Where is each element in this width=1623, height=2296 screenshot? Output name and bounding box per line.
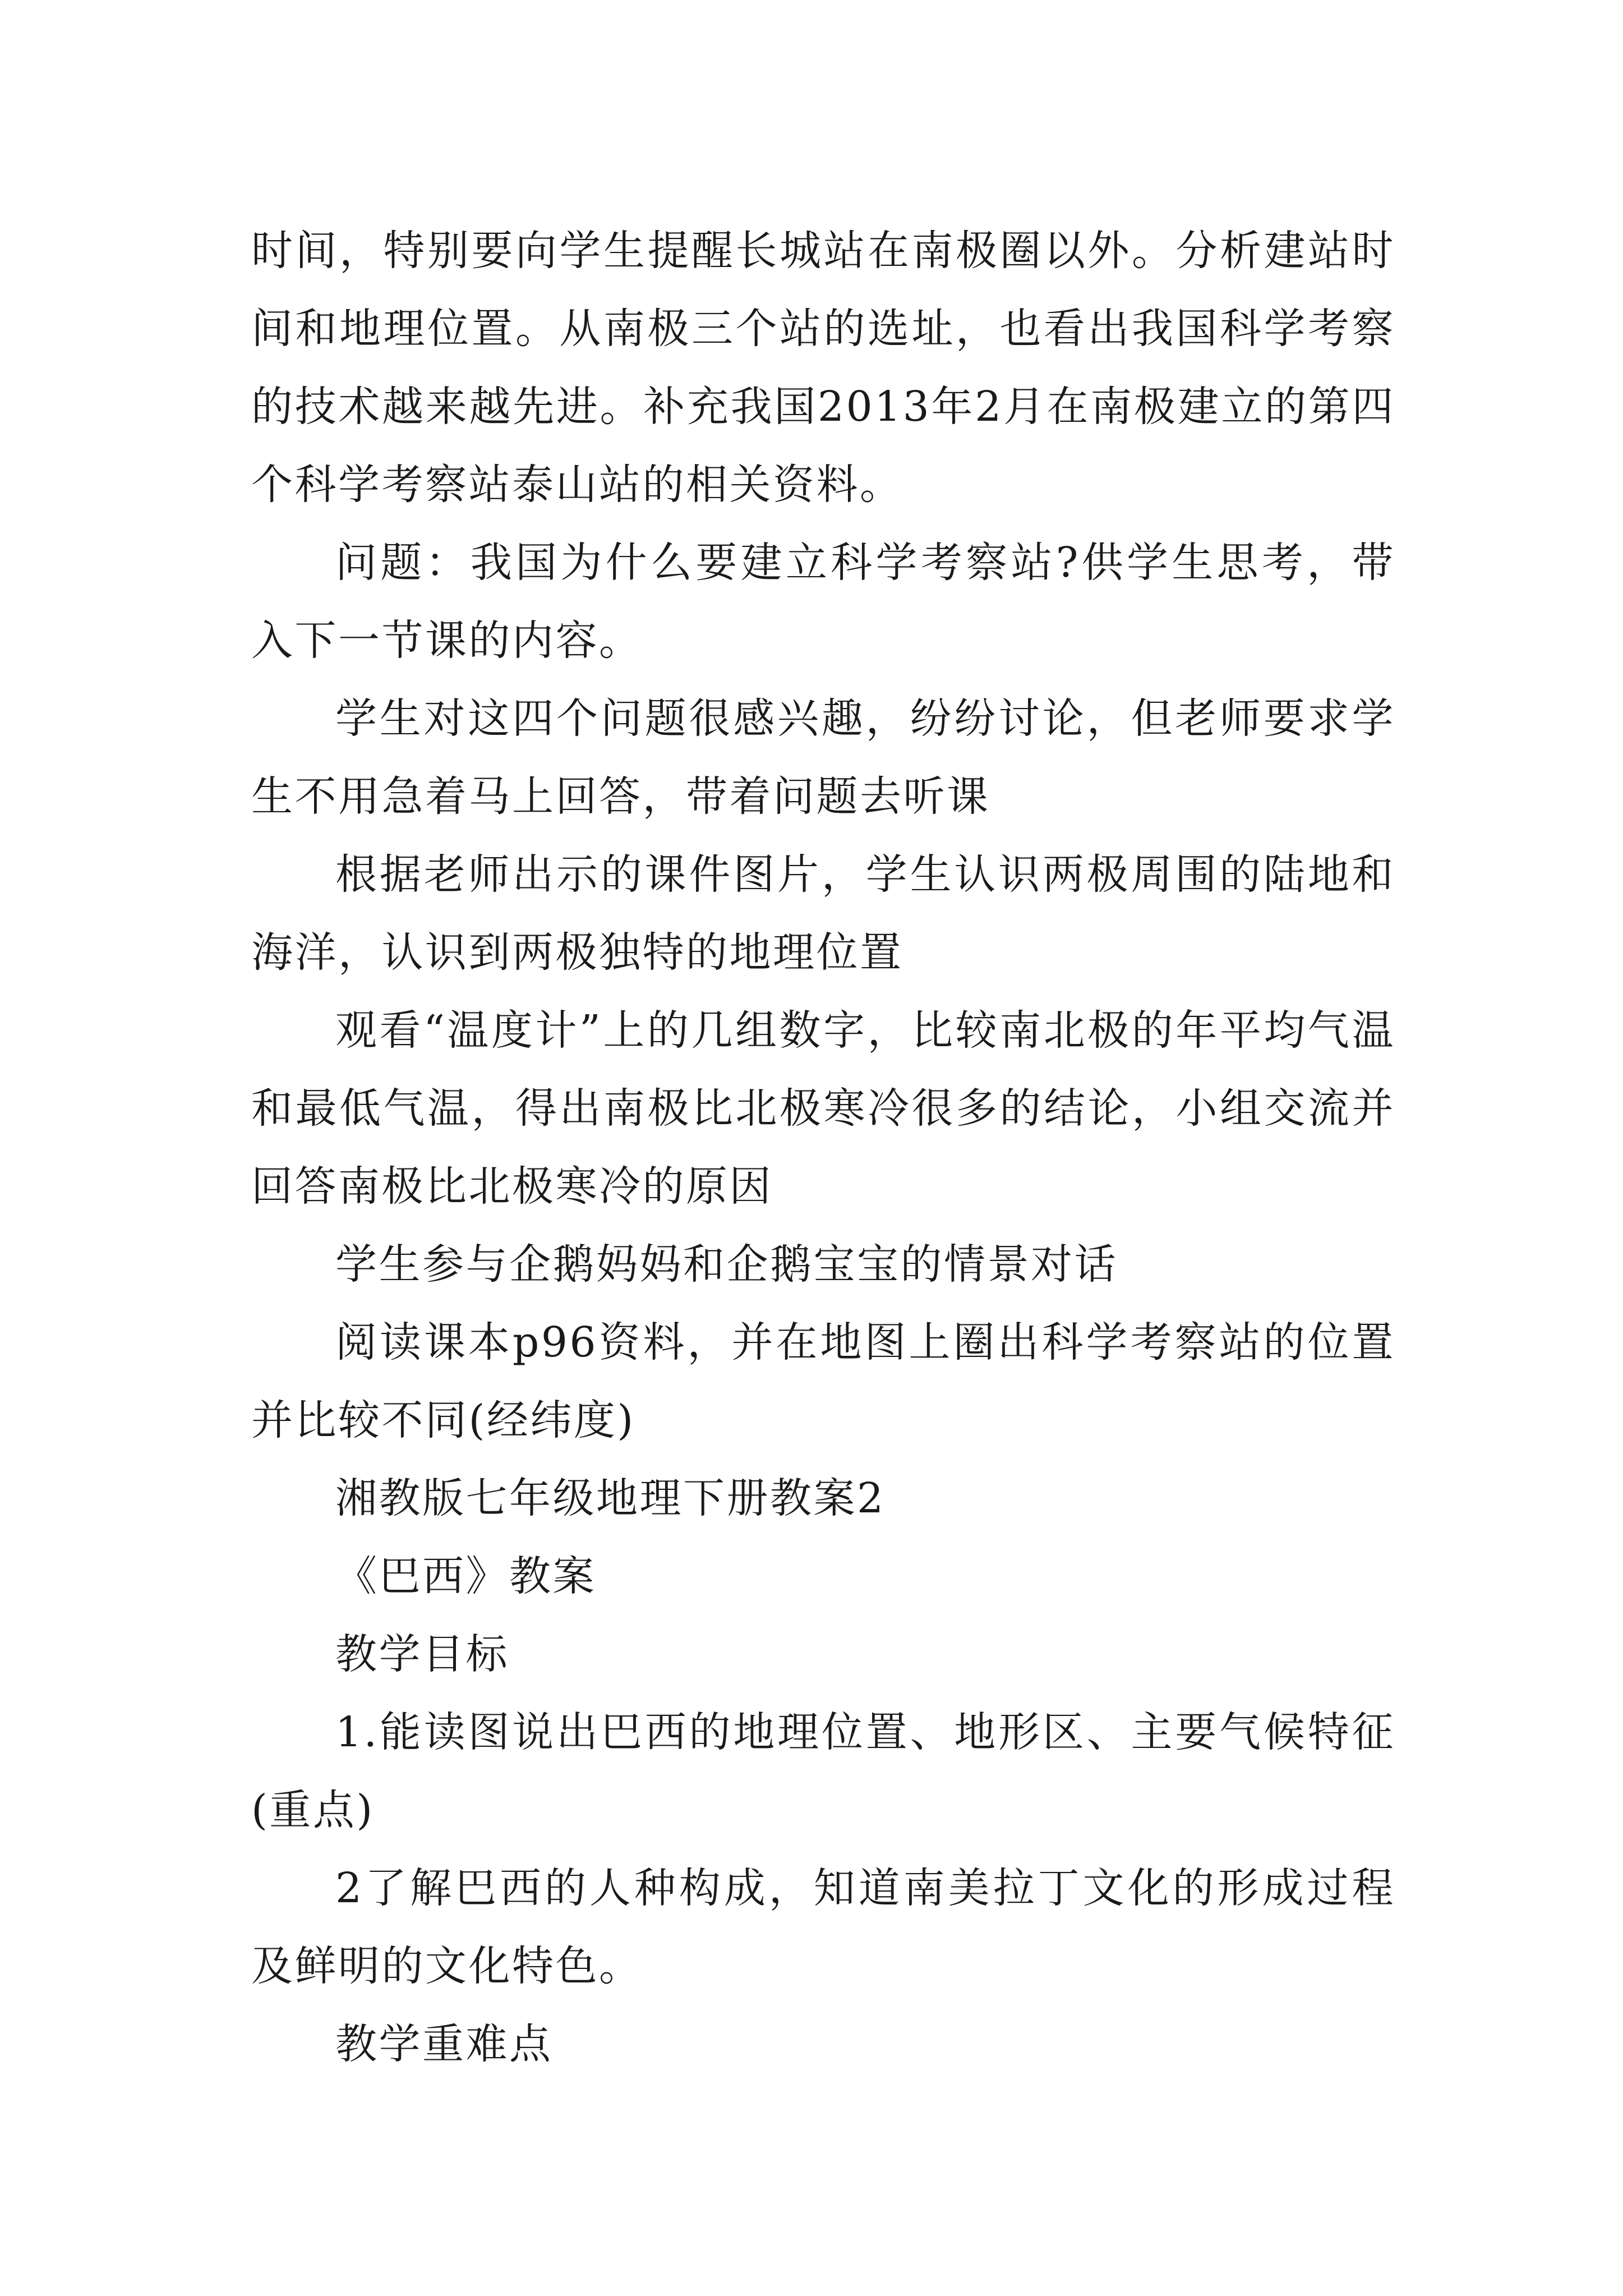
paragraph-reading-task: 阅读课本p96资料，并在地图上圈出科学考察站的位置并比较不同(经纬度) [251,1318,1395,1444]
paragraph-question: 问题：我国为什么要建立科学考察站?供学生思考，带入下一节课的内容。 [251,539,1395,665]
lesson-title-brazil: 《巴西》教案 [335,1552,596,1600]
paragraph-student-interest: 学生对这四个问题很感兴趣，纷纷讨论，但老师要求学生不用急着马上回答，带着问题去听课 [251,694,1395,821]
heading-teaching-objectives: 教学目标 [335,1630,509,1678]
section-title-lesson-plan: 湘教版七年级地理下册教案2 [335,1474,886,1522]
paragraph-polar-location: 根据老师出示的课件图片，学生认识两极周围的陆地和海洋，认识到两极独特的地理位置 [251,850,1395,977]
objective-item-2: 2了解巴西的人种构成，知道南美拉丁文化的形成过程及鲜明的文化特色。 [251,1864,1395,1990]
paragraph-station-analysis: 时间，特别要向学生提醒长城站在南极圈以外。分析建站时间和地理位置。从南极三个站的选址，也看出我国科学考察的技术越来越先进。补充我国2013年2月在南极建立的第四个科学考察站泰山站的相关资料。 [251,227,1395,509]
heading-key-difficulties: 教学重难点 [335,2020,553,2068]
document-body [251,212,1395,2083]
paragraph-thermometer: 观看“温度计”上的几组数字，比较南北极的年平均气温和最低气温，得出南极比北极寒冷很多的结论，小组交流并回答南极比北极寒冷的原因 [251,1006,1395,1211]
paragraph-penguin-dialogue: 学生参与企鹅妈妈和企鹅宝宝的情景对话 [335,1240,1118,1289]
objective-item-1: 1.能读图说出巴西的地理位置、地形区、主要气候特征(重点) [251,1708,1395,1834]
